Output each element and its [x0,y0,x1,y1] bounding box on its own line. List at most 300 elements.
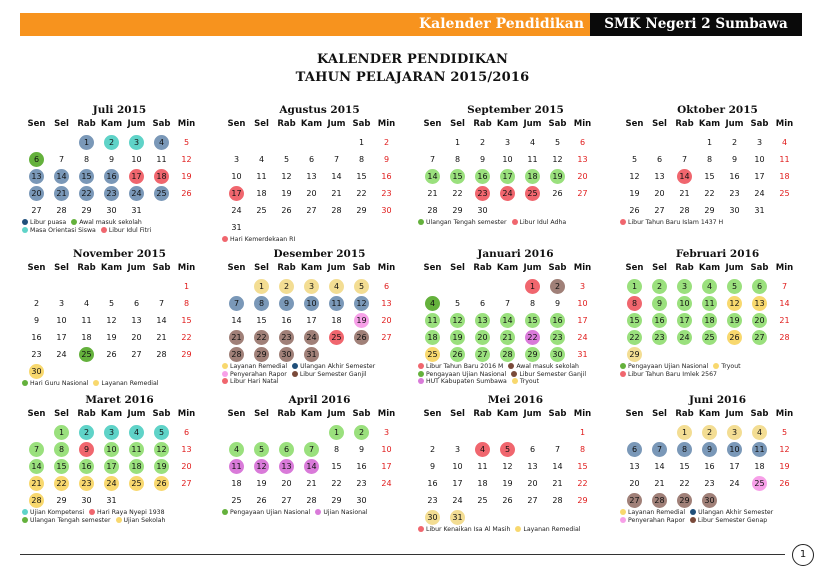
day-number: 29 [627,347,642,362]
day-number: 24 [381,479,392,488]
weekday-header: Min [775,409,794,419]
day-number: 28 [652,493,667,508]
day-number: 21 [500,330,515,345]
day-number: 19 [727,313,742,328]
legend-text: Libur Kenaikan Isa Al Masih [426,526,511,533]
weekday-header: Sen [27,409,46,419]
day-number: 22 [679,479,690,488]
day-cell [445,509,470,526]
day-number: 19 [281,189,292,198]
month-legend [620,363,815,378]
legend-item [222,509,310,517]
day-cell [672,202,697,219]
day-number: 10 [381,445,392,454]
day-number: 10 [502,155,513,164]
day-cell [274,295,299,312]
day-number: 15 [331,462,342,471]
legend-text: HUT Kabupaten Sumbawa [426,378,507,385]
day-grid [224,117,417,236]
legend-text: Libur puasa [30,219,67,226]
day-cell [722,475,747,492]
day-cell [124,185,149,202]
day-cell [420,295,445,312]
day-cell [545,295,570,312]
month-legend [418,219,613,227]
day-number: 21 [779,316,790,325]
day-number: 7 [29,442,44,457]
day-cell [420,492,445,509]
month-name: Februari 2016 [675,248,760,260]
day-number: 18 [779,172,790,181]
day-number: 22 [254,330,269,345]
legend-dot-icon [116,517,122,523]
day-cell [545,168,570,185]
day-cell [647,475,672,492]
day-number: 6 [383,282,390,291]
day-cell [249,295,274,312]
day-number: 21 [29,476,44,491]
day-cell [672,475,697,492]
day-number: 17 [500,169,515,184]
day-cell [124,202,149,219]
day-number: 14 [654,462,665,471]
day-number: 8 [54,442,69,457]
day-cell [747,134,772,151]
day-number: 2 [652,279,667,294]
month-name: Oktober 2015 [677,104,758,116]
day-cell [445,458,470,475]
day-cell [647,312,672,329]
legend-item [292,363,375,371]
day-cell [445,185,470,202]
weekday-header: Sel [254,119,269,129]
day-number: 29 [56,496,67,505]
weekday-header: Sab [352,263,371,273]
day-cell [74,346,99,363]
weekday-header: Min [377,263,396,273]
day-cell [99,312,124,329]
day-cell [495,134,520,151]
day-cell [274,168,299,185]
month-calendar [620,393,815,524]
day-cell [420,346,445,363]
month-name: Agustus 2015 [279,104,360,116]
day-number: 23 [79,476,94,491]
day-cell [224,492,249,509]
day-cell [672,329,697,346]
day-number: 4 [425,296,440,311]
day-cell [74,202,99,219]
day-cell [124,424,149,441]
legend-text: Libur Idul Adha [519,219,567,226]
day-number: 9 [383,155,390,164]
day-number: 22 [452,189,463,198]
legend-text: Pengayaan Ujian Nasional [230,509,311,516]
page-subtitle: TAHUN PELAJARAN 2015/2016 [295,70,530,85]
legend-item [620,363,708,371]
day-number: 21 [427,189,438,198]
legend-item [620,517,685,525]
day-number: 3 [727,425,742,440]
day-number: 31 [131,206,142,215]
day-number: 27 [627,493,642,508]
legend-dot-icon [620,509,626,515]
day-cell [349,295,374,312]
day-number: 20 [281,479,292,488]
day-cell [149,441,174,458]
day-number: 9 [554,299,561,308]
day-number: 17 [677,313,692,328]
day-cell [520,441,545,458]
day-cell [299,458,324,475]
weekday-header: Sel [254,263,269,273]
day-cell [324,278,349,295]
day-cell [772,168,797,185]
day-cell [420,475,445,492]
day-number: 19 [256,479,267,488]
weekday-header: Sel [450,263,465,273]
day-number: 11 [527,155,538,164]
day-cell [772,278,797,295]
legend-dot-icon [690,517,696,523]
legend-dot-icon [292,363,298,369]
legend-dot-icon [515,526,521,532]
legend-text: Hari Kemerdekaan RI [230,236,296,243]
day-number: 2 [731,138,738,147]
day-number: 30 [29,364,44,379]
day-cell [622,202,647,219]
day-cell [249,458,274,475]
day-cell [49,424,74,441]
day-cell [224,312,249,329]
legend-item [101,227,151,235]
day-cell [495,185,520,202]
day-cell [772,441,797,458]
legend-item [22,380,88,388]
day-number: 28 [306,496,317,505]
month-name: Maret 2016 [85,394,154,406]
day-number: 2 [479,138,486,147]
day-number: 12 [281,172,292,181]
day-number: 28 [679,206,690,215]
day-cell [622,278,647,295]
weekday-header: Sab [352,409,371,419]
day-cell [174,295,199,312]
legend-dot-icon [512,219,518,225]
legend-text: Pengayaan Ujian Nasional [426,370,507,378]
day-cell [349,168,374,185]
day-number: 13 [306,172,317,181]
day-number: 27 [306,206,317,215]
day-number: 26 [181,189,192,198]
day-number: 14 [552,462,563,471]
day-cell [124,475,149,492]
month-name: Mei 2016 [487,394,544,406]
day-cell [722,458,747,475]
weekday-header: Sel [254,409,269,419]
day-number: 5 [727,279,742,294]
legend-dot-icon [620,517,626,523]
day-cell [420,458,445,475]
day-number: 15 [704,172,715,181]
day-cell [274,492,299,509]
day-number: 23 [427,496,438,505]
day-cell [24,202,49,219]
day-number: 13 [279,459,294,474]
day-cell [174,458,199,475]
weekday-header: Kam [496,409,519,419]
empty-cell [520,424,545,441]
weekday-header: Jum [327,263,346,273]
day-number: 14 [425,169,440,184]
day-cell [24,151,49,168]
day-number: 20 [131,333,142,342]
day-number: 13 [752,296,767,311]
day-cell [24,458,49,475]
legend-item [620,219,723,227]
day-number: 28 [331,206,342,215]
day-grid [24,261,217,380]
day-cell [520,346,545,363]
day-cell [174,475,199,492]
day-number: 8 [454,155,461,164]
day-cell [249,185,274,202]
day-number: 31 [304,347,319,362]
day-number: 9 [731,155,738,164]
day-number: 19 [502,479,513,488]
legend-dot-icon [22,219,28,225]
weekday-header: Sab [152,119,171,129]
day-cell [470,202,495,219]
day-number: 26 [354,330,369,345]
day-number: 13 [527,462,538,471]
day-number: 1 [706,138,713,147]
weekday-header: Kam [698,409,721,419]
day-cell [697,168,722,185]
day-number: 16 [381,172,392,181]
empty-cell [224,278,249,295]
day-number: 13 [577,155,588,164]
weekday-header: Sab [750,119,769,129]
legend-text: Libur Hari Natal [230,378,279,385]
weekday-header: Rab [675,409,694,419]
day-cell [445,441,470,458]
day-number: 17 [452,479,463,488]
day-cell [374,424,399,441]
day-number: 23 [704,479,715,488]
day-number: 10 [131,155,142,164]
day-number: 30 [356,496,367,505]
day-number: 12 [154,442,169,457]
day-cell [274,312,299,329]
day-number: 28 [156,350,167,359]
legend-text: Penyerahan Rapor [230,370,287,378]
month-calendar [620,103,815,227]
weekday-header: Sen [27,119,46,129]
day-cell [747,312,772,329]
legend-text: Layanan Remedial [628,509,686,516]
day-number: 22 [331,479,342,488]
legend-text: Layanan Remedial [523,526,581,533]
day-number: 11 [81,316,92,325]
day-number: 26 [281,206,292,215]
day-cell [374,295,399,312]
day-number: 30 [477,206,488,215]
day-number: 5 [283,155,290,164]
day-cell [299,441,324,458]
day-cell [174,346,199,363]
day-cell [672,441,697,458]
day-cell [772,458,797,475]
day-cell [445,312,470,329]
weekday-header: Sab [152,409,171,419]
weekday-header: Min [573,119,592,129]
day-cell [149,475,174,492]
day-number: 1 [329,425,344,440]
day-cell [470,329,495,346]
day-number: 7 [333,155,340,164]
day-cell [324,312,349,329]
day-number: 25 [79,347,94,362]
day-cell [349,185,374,202]
day-number: 19 [629,189,640,198]
day-cell [174,312,199,329]
day-cell [324,475,349,492]
day-cell [274,329,299,346]
legend-dot-icon [713,363,719,369]
day-cell [349,151,374,168]
day-number: 28 [427,206,438,215]
day-number: 1 [579,428,586,437]
day-number: 29 [577,496,588,505]
day-number: 4 [154,135,169,150]
day-cell [124,168,149,185]
day-cell [324,185,349,202]
day-cell [249,202,274,219]
day-cell [470,185,495,202]
legend-text: Pengayaan Ujian Nasional [628,363,709,370]
day-cell [570,492,595,509]
day-cell [622,151,647,168]
day-cell [495,492,520,509]
day-cell [74,329,99,346]
legend-dot-icon [101,227,107,233]
weekday-header: Kam [300,409,323,419]
weekday-header: Jum [327,409,346,419]
empty-cell [420,134,445,151]
legend-dot-icon [511,371,517,377]
day-cell [520,312,545,329]
day-cell [74,475,99,492]
legend-text: Awal masuk sekolah [516,363,579,370]
day-number: 26 [727,330,742,345]
day-number: 3 [104,425,119,440]
day-cell [99,168,124,185]
day-number: 7 [158,299,165,308]
month-legend [620,509,815,524]
day-number: 14 [331,172,342,181]
day-cell [697,312,722,329]
legend-text: Libur Tahun Baru Islam 1437 H [628,219,724,226]
weekday-header: Sen [625,119,644,129]
day-cell [470,475,495,492]
day-cell [772,475,797,492]
day-number: 23 [652,330,667,345]
day-number: 3 [129,135,144,150]
day-number: 18 [154,169,169,184]
legend-item [71,219,142,227]
day-number: 27 [281,496,292,505]
day-cell [697,202,722,219]
legend-text: Layanan Remedial [230,363,288,370]
day-cell [697,424,722,441]
day-cell [672,424,697,441]
day-cell [224,202,249,219]
day-number: 10 [727,442,742,457]
empty-cell [420,424,445,441]
empty-cell [647,134,672,151]
day-number: 9 [358,445,365,454]
day-number: 9 [79,442,94,457]
day-cell [772,185,797,202]
day-grid [622,261,815,363]
day-number: 5 [183,138,190,147]
day-cell [274,202,299,219]
day-number: 23 [279,330,294,345]
legend-item [515,526,580,534]
day-cell [74,312,99,329]
day-number: 26 [256,496,267,505]
weekday-header: Min [177,263,196,273]
day-number: 5 [454,299,461,308]
day-cell [49,492,74,509]
day-number: 1 [54,425,69,440]
day-number: 28 [552,496,563,505]
empty-cell [249,424,274,441]
day-number: 2 [702,425,717,440]
legend-item [418,219,507,227]
day-cell [545,185,570,202]
day-cell [747,168,772,185]
day-number: 17 [729,462,740,471]
day-cell [495,151,520,168]
day-cell [374,312,399,329]
day-cell [249,492,274,509]
day-number: 3 [233,155,240,164]
empty-cell [74,278,99,295]
day-cell [722,424,747,441]
day-cell [647,492,672,509]
day-cell [74,295,99,312]
day-cell [124,441,149,458]
day-cell [299,278,324,295]
day-cell [622,329,647,346]
legend-item [22,219,66,227]
legend-dot-icon [418,378,424,384]
day-number: 25 [129,476,144,491]
weekday-header: Kam [698,119,721,129]
day-number: 18 [702,313,717,328]
weekday-header: Kam [100,119,123,129]
day-number: 14 [231,316,242,325]
day-cell [722,312,747,329]
day-number: 6 [279,442,294,457]
month-calendar [22,247,217,388]
day-number: 5 [254,442,269,457]
day-cell [622,346,647,363]
weekday-header: Sel [54,263,69,273]
day-number: 19 [354,313,369,328]
